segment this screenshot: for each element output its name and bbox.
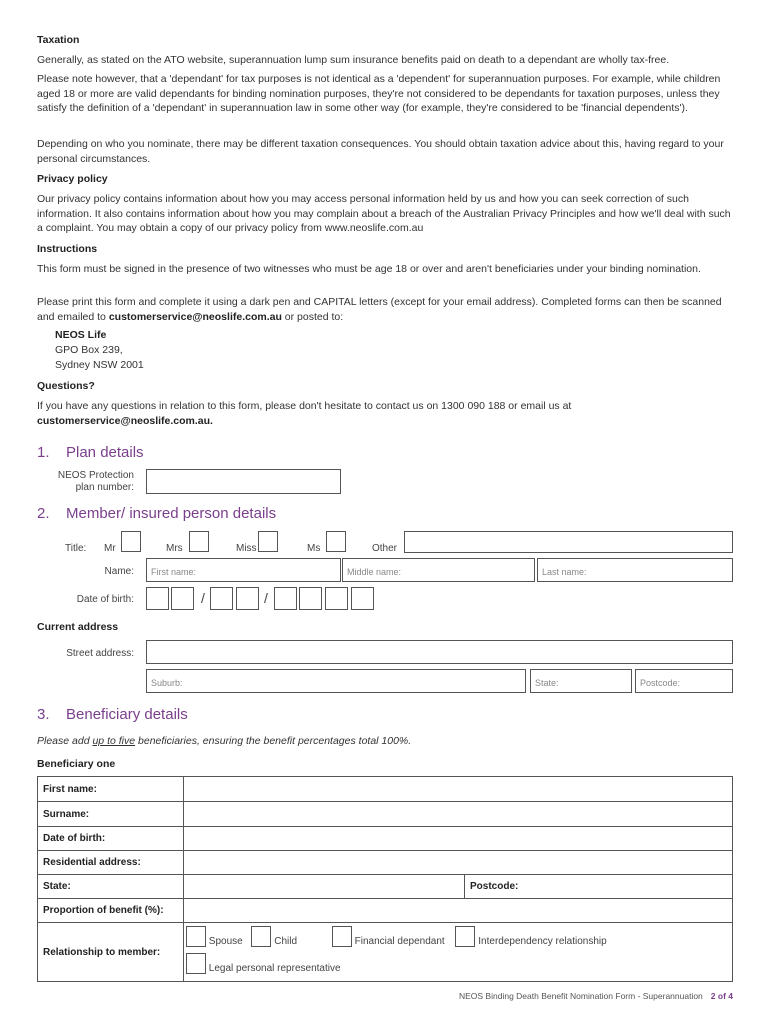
section-3-number: 3. (37, 706, 50, 723)
instructions-text-after: or posted to: (281, 310, 344, 323)
address-line-2: Sydney NSW 2001 (55, 359, 144, 371)
dob-month-1[interactable] (210, 587, 233, 610)
footer-form-title: NEOS Binding Death Benefit Nomination Form - Superannuation (458, 991, 703, 1001)
dob-day-1[interactable] (146, 587, 169, 610)
section-2-number: 2. (37, 505, 50, 522)
title-mrs-label: Mrs (166, 543, 183, 554)
first-name-input[interactable] (146, 558, 341, 582)
table-row (38, 777, 733, 802)
middle-name-placeholder: Middle name: (347, 567, 402, 577)
section-1-number: 1. (37, 444, 50, 461)
plan-number-label-line-1: NEOS Protection (57, 470, 134, 481)
title-mrs-checkbox[interactable] (189, 531, 209, 552)
dob-month-2[interactable] (236, 587, 259, 610)
taxation-heading: Taxation (37, 34, 80, 46)
legal-rep-label: Legal personal representative (208, 963, 341, 974)
instructions-text: Please print this form and complete it using a dark pen and CAPITAL letters (except for your email address). Completed forms can then be scanned and emailed to (37, 296, 722, 323)
table-row (38, 899, 733, 923)
beneficiary-note-text: Please add (37, 735, 93, 747)
taxation-paragraph-3: Depending on who you nominate, there may be different taxation consequences. You should obtain taxation advice about this, having regard to your personal circumstances. (37, 138, 724, 165)
ben-dob-input[interactable] (184, 827, 733, 851)
address-line-1: GPO Box 239, (55, 344, 123, 356)
dob-year-4[interactable] (351, 587, 374, 610)
interdependency-label: Interdependency relationship (478, 936, 607, 947)
child-checkbox[interactable] (251, 926, 271, 947)
title-miss-checkbox[interactable] (258, 531, 278, 552)
ben-relationship-options (184, 923, 733, 982)
dob-slash-1: / (201, 590, 205, 606)
relationship-row-2 (186, 953, 730, 978)
privacy-paragraph: Our privacy policy contains information about how you may access personal information held by us and how you can seek correction of such information. It also contains information about how you may complain about a breach of the Australian Privacy Principles and how we'll deal with such a complaint. You may obtain a copy of our privacy policy from www.neoslife.com.au (37, 193, 731, 234)
page-footer (459, 991, 733, 1001)
suburb-input[interactable] (146, 669, 526, 693)
beneficiary-note (37, 734, 411, 749)
instructions-paragraph-1: This form must be signed in the presence of two witnesses who must be age 18 or over and aren't beneficiaries under your binding nomination. (37, 263, 701, 275)
beneficiary-one-heading: Beneficiary one (37, 758, 116, 770)
questions-email-link[interactable]: customerservice@neoslife.com.au. (37, 415, 213, 427)
ben-surname-input[interactable] (184, 802, 733, 827)
plan-number-input[interactable] (146, 469, 341, 494)
first-name-placeholder: First name: (151, 567, 197, 577)
suburb-placeholder: Suburb: (151, 678, 183, 688)
current-address-heading: Current address (37, 621, 119, 633)
table-row (38, 923, 733, 982)
postcode-placeholder: Postcode: (640, 678, 681, 688)
ben-postcode-cell[interactable] (465, 875, 733, 899)
child-label: Child (274, 936, 298, 947)
instructions-heading: Instructions (37, 243, 98, 255)
ben-proportion-label: Proportion of benefit (%): (38, 899, 184, 923)
legal-rep-checkbox[interactable] (186, 953, 206, 974)
ben-state-label: State: (38, 875, 184, 899)
state-placeholder: State: (535, 678, 559, 688)
table-row (38, 875, 733, 899)
dob-year-3[interactable] (325, 587, 348, 610)
state-input[interactable] (530, 669, 632, 693)
title-miss-label: Miss (236, 543, 257, 554)
name-label: Name: (104, 566, 134, 577)
ben-first-name-label: First name: (38, 777, 184, 802)
spouse-label: Spouse (208, 936, 243, 947)
taxation-paragraph-1: Generally, as stated on the ATO website, superannuation lump sum insurance benefits paid on death to a dependant are wholly tax-free. (37, 54, 670, 66)
relationship-row-1 (186, 926, 730, 951)
ben-surname-label: Surname: (38, 802, 184, 827)
beneficiary-note-underline: up to five (92, 735, 136, 747)
last-name-input[interactable] (537, 558, 733, 582)
postcode-input[interactable] (635, 669, 733, 693)
taxation-paragraph-2: Please note however, that a 'dependant' for tax purposes is not identical as a 'dependent' for superannuation purposes. For example, while children aged 18 or more are valid dependants for binding nomination purposes, they're not considered to be dependants for taxation purposes, unless they satisfy the definition of a 'dependant' in superannuation law in some other way (for example, they're considered to be 'financial dependents'). (37, 73, 721, 114)
ben-proportion-input[interactable] (184, 899, 733, 923)
ben-address-label: Residential address: (38, 851, 184, 875)
ben-address-input[interactable] (184, 851, 733, 875)
financial-dependant-label: Financial dependant (354, 936, 445, 947)
table-row (38, 851, 733, 875)
dob-year-2[interactable] (299, 587, 322, 610)
middle-name-input[interactable] (342, 558, 535, 582)
interdependency-checkbox[interactable] (455, 926, 475, 947)
ben-relationship-label: Relationship to member: (38, 923, 184, 982)
instructions-paragraph-2 (37, 295, 737, 324)
address-name: NEOS Life (55, 329, 107, 341)
spouse-checkbox[interactable] (186, 926, 206, 947)
dob-day-2[interactable] (171, 587, 194, 610)
dob-slash-2: / (264, 590, 268, 606)
table-row (38, 802, 733, 827)
beneficiary-note-text-after: beneficiaries, ensuring the benefit percentages total 100%. (135, 735, 412, 747)
title-label: Title: (65, 543, 87, 554)
dob-label: Date of birth: (76, 594, 134, 605)
ben-state-input[interactable] (184, 875, 465, 899)
ben-dob-label: Date of birth: (38, 827, 184, 851)
title-other-label: Other (372, 543, 398, 554)
title-mr-label: Mr (104, 543, 116, 554)
plan-number-label-line-2: plan number: (75, 482, 134, 493)
street-address-label: Street address: (66, 648, 134, 659)
section-1-title: Plan details (66, 444, 144, 461)
ben-first-name-input[interactable] (184, 777, 733, 802)
ben-postcode-label: Postcode: (470, 881, 519, 892)
financial-dependant-checkbox[interactable] (332, 926, 352, 947)
title-ms-label: Ms (307, 543, 321, 554)
instructions-email-link[interactable]: customerservice@neoslife.com.au (108, 310, 282, 323)
title-other-input[interactable] (404, 531, 733, 553)
section-3-title: Beneficiary details (66, 706, 188, 723)
footer-page-number: 2 of 4 (710, 991, 733, 1001)
table-row (38, 827, 733, 851)
questions-paragraph: If you have any questions in relation to this form, please don't hesitate to contact us on 1300 090 188 or email us at (37, 400, 572, 412)
plan-number-label (40, 470, 134, 494)
section-2-title: Member/ insured person details (66, 505, 277, 522)
title-mr-checkbox[interactable] (121, 531, 141, 552)
last-name-placeholder: Last name: (542, 567, 587, 577)
street-address-input[interactable] (146, 640, 733, 664)
dob-year-1[interactable] (274, 587, 297, 610)
privacy-heading: Privacy policy (37, 173, 108, 185)
questions-heading: Questions? (37, 380, 95, 392)
title-ms-checkbox[interactable] (326, 531, 346, 552)
beneficiary-one-table (37, 776, 733, 982)
